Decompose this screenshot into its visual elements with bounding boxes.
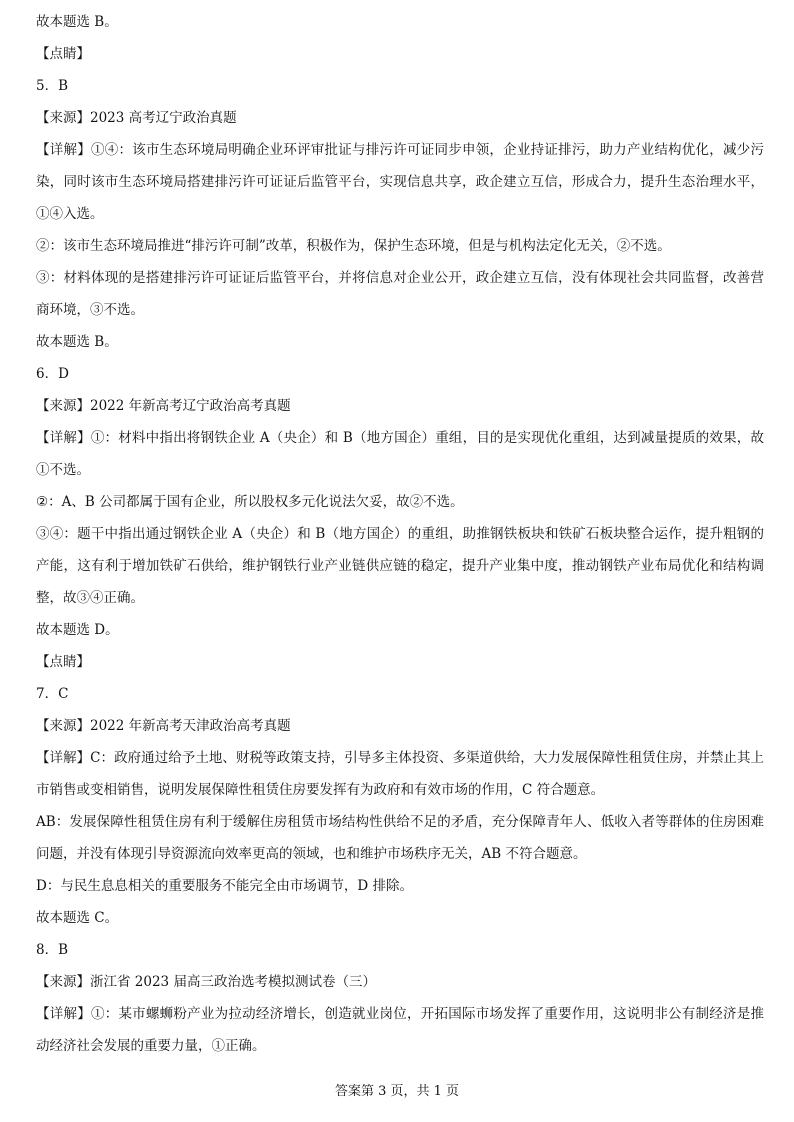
source-line: 【来源】2023 高考辽宁政治真题 — [36, 110, 237, 126]
question-answer: 8．B — [36, 942, 69, 958]
conclusion-line: 故本题选 C。 — [36, 910, 119, 926]
question-answer: 7．C — [36, 686, 69, 702]
conclusion-line: 故本题选 B。 — [36, 334, 118, 350]
explanation-paragraph: AB：发展保障性租赁住房有利于缓解住房租赁市场结构性供给不足的矛盾，充分保障青年人、低收入者等群体的住房困难问题，并没有体现引导资源流向效率更高的领域，也和维护市场秩序无关，AB 不符合题意。 — [36, 814, 764, 862]
answer-page — [36, 6, 764, 1062]
note-heading: 【点睛】 — [36, 654, 90, 670]
explanation-paragraph: ②：A、B 公司都属于国有企业，所以股权多元化说法欠妥，故②不选。 — [36, 494, 464, 510]
explanation-paragraph: ②：该市生态环境局推进“排污许可制”改革，积极作为，保护生态环境，但是与机构法定化无关，②不选。 — [36, 238, 671, 254]
conclusion-line: 故本题选 D。 — [36, 622, 119, 638]
explanation-paragraph: ③④：题干中指出通过钢铁企业 A（央企）和 B（地方国企）的重组，助推钢铁板块和铁矿石板块整合运作，提升粗钢的产能，这有利于增加铁矿石供给，维护钢铁行业产业链供应链的稳定，提升产业集中度，推动钢铁产业布局优化和结构调整，故③④正确。 — [36, 526, 764, 606]
explanation-paragraph: ③：材料体现的是搭建排污许可证证后监管平台，并将信息对企业公开，政企建立互信，没有体现社会共同监督，改善营商环境，③不选。 — [36, 270, 764, 318]
question-answer: 6．D — [36, 366, 69, 382]
explanation-paragraph: 【详解】C：政府通过给予土地、财税等政策支持，引导多主体投资、多渠道供给，大力发展保障性租赁住房，并禁止其上市销售或变相销售，说明发展保障性租赁住房要发挥有为政府和有效市场的作用，C 符合题意。 — [36, 750, 764, 798]
note-heading: 【点睛】 — [36, 46, 90, 62]
explanation-paragraph: 【详解】①：某市螺蛳粉产业为拉动经济增长，创造就业岗位，开拓国际市场发挥了重要作用，这说明非公有制经济是推动经济社会发展的重要力量，①正确。 — [36, 1006, 764, 1054]
explanation-paragraph: 【详解】①：材料中指出将钢铁企业 A（央企）和 B（地方国企）重组，目的是实现优化重组，达到减量提质的效果，故①不选。 — [36, 430, 764, 478]
page-footer: 答案第 3 页，共 1 页 — [334, 1084, 460, 1099]
conclusion-line: 故本题选 B。 — [36, 14, 118, 30]
source-line: 【来源】2022 年新高考天津政治高考真题 — [36, 718, 291, 734]
source-line: 【来源】浙江省 2023 届高三政治选考模拟测试卷（三） — [36, 974, 376, 990]
explanation-paragraph: 【详解】①④：该市生态环境局明确企业环评审批证与排污许可证同步申领，企业持证排污，助力产业结构优化，减少污染，同时该市生态环境局搭建排污许可证证后监管平台，实现信息共享，政企建立互信，形成合力，提升生态治理水平，①④入选。 — [36, 142, 764, 222]
explanation-paragraph: D：与民生息息相关的重要服务不能完全由市场调节，D 排除。 — [36, 878, 413, 894]
source-line: 【来源】2022 年新高考辽宁政治高考真题 — [36, 398, 291, 414]
question-answer: 5．B — [36, 78, 69, 94]
